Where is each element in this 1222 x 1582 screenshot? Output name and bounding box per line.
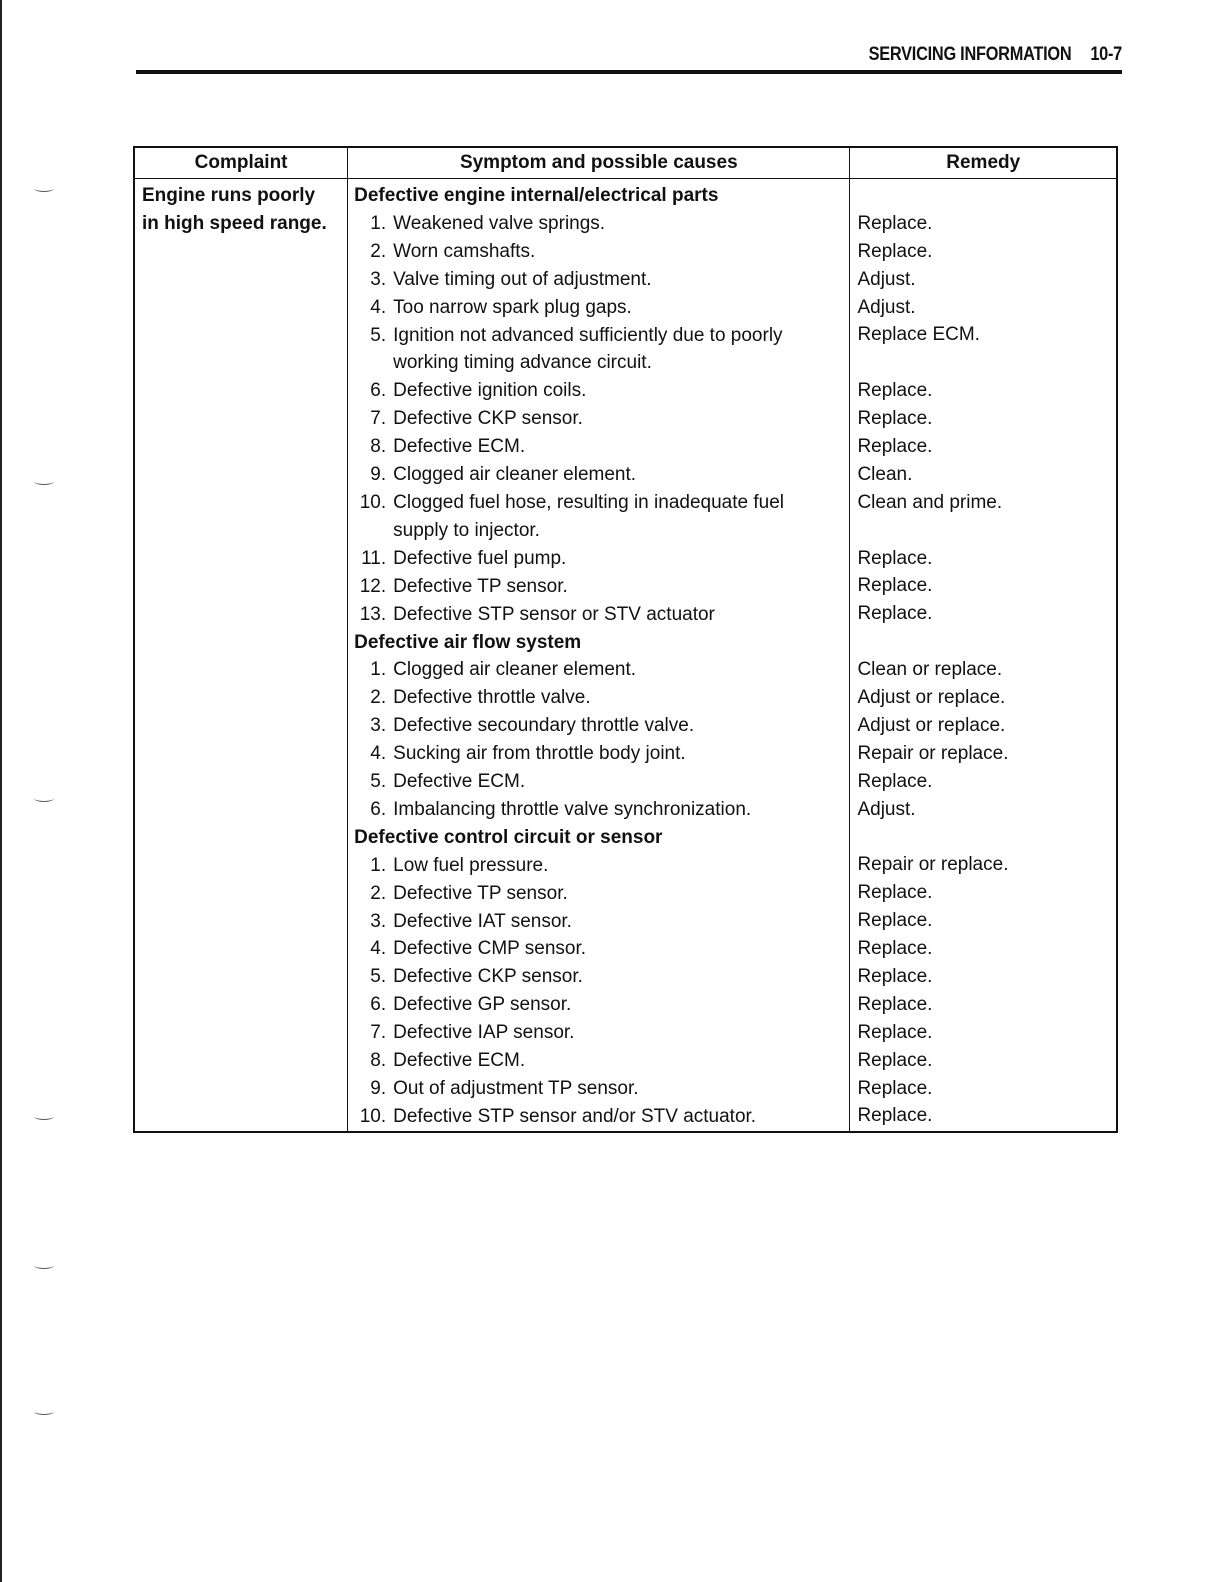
cause-item	[348, 908, 849, 936]
remedy-text: Adjust.	[857, 296, 916, 318]
remedy-text: Clean and prime.	[857, 491, 1003, 513]
cause-text: Defective fuel pump.	[393, 547, 567, 569]
item-number: 6.	[370, 380, 387, 402]
cause-text: Defective TP sensor.	[393, 882, 568, 904]
cause-item	[348, 377, 849, 405]
cause-item	[348, 573, 849, 601]
remedy-text: Replace.	[857, 770, 933, 792]
cause-item	[348, 405, 849, 433]
margin-mark	[34, 795, 54, 802]
cause-text: Defective ECM.	[393, 436, 526, 458]
troubleshooting-table	[133, 146, 1118, 1133]
remedy-text: Replace.	[857, 1049, 933, 1071]
cause-item	[348, 1103, 849, 1131]
cause-text: Defective ECM.	[393, 771, 526, 793]
item-number: 3.	[370, 715, 387, 737]
cause-item	[348, 740, 849, 768]
table-header-row	[134, 147, 1117, 179]
remedy-text: Replace.	[857, 1105, 933, 1127]
cause-text: Ignition not advanced sufficiently due to poorly working timing advance circuit.	[393, 324, 783, 374]
cause-text: Weakened valve springs.	[393, 212, 606, 234]
remedy-text: Replace.	[857, 575, 933, 597]
cause-text: Defective IAT sensor.	[393, 910, 572, 932]
cause-item	[348, 601, 849, 629]
cause-item	[348, 768, 849, 796]
remedy-text: Repair or replace.	[857, 854, 1009, 876]
cause-item	[348, 545, 849, 573]
remedy-text: Replace.	[857, 436, 933, 458]
cause-text: Defective CMP sensor.	[393, 938, 587, 960]
cause-text: Defective ECM.	[393, 1050, 526, 1072]
cause-item	[348, 656, 849, 684]
cause-text: Defective STP sensor and/or STV actuator.	[393, 1105, 757, 1127]
margin-mark	[34, 478, 54, 485]
remedy-text: Repair or replace.	[857, 742, 1009, 764]
cause-item	[348, 1019, 849, 1047]
cause-item	[348, 712, 849, 740]
item-number: 3.	[370, 910, 387, 932]
cause-item	[348, 322, 849, 378]
remedy-text: Replace.	[857, 212, 933, 234]
header-rule	[136, 70, 1122, 74]
item-number: 13.	[359, 603, 387, 625]
remedy-text: Clean.	[857, 463, 913, 485]
item-number: 7.	[370, 1022, 387, 1044]
cause-item	[348, 684, 849, 712]
cause-text: Imbalancing throttle valve synchronization.	[393, 798, 752, 820]
remedy-text: Replace ECM.	[857, 324, 980, 346]
cause-text: Defective TP sensor.	[393, 575, 568, 597]
header-text	[274, 44, 1122, 66]
item-number: 9.	[370, 464, 387, 486]
item-number: 12.	[359, 575, 387, 597]
remedy-spacer	[850, 823, 1116, 851]
item-number: 5.	[370, 966, 387, 988]
cause-item	[348, 852, 849, 880]
cause-text: Defective IAP sensor.	[393, 1022, 575, 1044]
item-number: 10.	[359, 1105, 387, 1127]
margin-mark	[34, 1262, 54, 1269]
remedy-spacer	[850, 517, 1116, 545]
cause-text: Clogged air cleaner element.	[393, 659, 637, 681]
cause-item	[348, 991, 849, 1019]
cause-text: Low fuel pressure.	[393, 854, 549, 876]
cause-item	[348, 796, 849, 824]
item-number: 2.	[370, 687, 387, 709]
section-title: Defective engine internal/electrical parts	[354, 185, 719, 206]
item-number: 6.	[370, 994, 387, 1016]
margin-mark	[34, 1408, 54, 1415]
remedy-text: Replace.	[857, 408, 933, 430]
remedy-text: Replace.	[857, 547, 933, 569]
item-number: 9.	[370, 1078, 387, 1099]
column-header-symptom: Symptom and possible causes	[348, 147, 850, 179]
remedy-text: Adjust.	[857, 268, 916, 290]
item-number: 11.	[361, 547, 387, 569]
item-number: 3.	[370, 268, 387, 290]
section-title: Defective control circuit or sensor	[354, 826, 663, 848]
item-number: 4.	[370, 743, 387, 765]
complaint-line: Engine runs poorly	[142, 185, 316, 206]
cause-item	[348, 963, 849, 991]
item-number: 6.	[370, 798, 387, 820]
complaint-line: in high speed range.	[142, 213, 327, 234]
symptom-cell	[348, 179, 850, 1132]
remedy-text: Clean or replace.	[857, 659, 1003, 681]
remedy-text: Adjust or replace.	[857, 714, 1006, 736]
remedy-spacer	[850, 628, 1116, 656]
remedy-spacer	[850, 182, 1116, 210]
cause-item	[348, 935, 849, 963]
cause-item	[348, 433, 849, 461]
remedy-text: Replace.	[857, 938, 933, 960]
remedy-text: Replace.	[857, 603, 933, 625]
remedy-text: Replace.	[857, 993, 933, 1015]
cause-text: Defective secoundary throttle valve.	[393, 715, 695, 737]
remedy-text: Replace.	[857, 882, 933, 904]
binding-edge	[0, 0, 2, 1582]
header-title: SERVICING INFORMATION	[868, 44, 1072, 65]
item-number: 2.	[370, 240, 387, 262]
remedy-text: Replace.	[857, 1021, 933, 1043]
cause-item	[348, 266, 849, 294]
cause-text: Too narrow spark plug gaps.	[393, 296, 632, 318]
column-header-complaint: Complaint	[134, 147, 348, 179]
item-number: 7.	[370, 408, 387, 430]
complaint-cell	[134, 179, 348, 1132]
remedy-text: Adjust.	[857, 798, 916, 820]
item-number: 2.	[370, 882, 387, 904]
cause-item	[348, 1047, 849, 1075]
section-title: Defective air flow system	[354, 631, 582, 653]
column-header-remedy: Remedy	[850, 147, 1117, 179]
cause-text: Sucking air from throttle body joint.	[393, 743, 686, 765]
item-number: 10.	[359, 491, 387, 513]
item-number: 4.	[370, 938, 387, 960]
remedy-text: Replace.	[857, 910, 933, 932]
table-row	[134, 179, 1117, 1132]
cause-text: Out of adjustment TP sensor.	[393, 1078, 639, 1099]
item-number: 1.	[370, 659, 387, 681]
cause-item	[348, 294, 849, 322]
item-number: 8.	[370, 1050, 387, 1072]
margin-mark	[34, 185, 54, 192]
remedy-text: Replace.	[857, 240, 933, 262]
cause-text: Defective CKP sensor.	[393, 408, 583, 430]
remedy-text: Replace.	[857, 380, 933, 402]
cause-text: Defective STP sensor or STV actuator	[393, 603, 715, 625]
cause-item	[348, 238, 849, 266]
item-number: 1.	[370, 212, 387, 234]
item-number: 4.	[370, 296, 387, 318]
remedy-spacer	[850, 349, 1116, 377]
cause-item	[348, 461, 849, 489]
cause-item	[348, 210, 849, 238]
cause-item	[348, 489, 849, 545]
remedy-text: Replace.	[857, 965, 933, 987]
remedy-cell	[850, 179, 1117, 1132]
cause-text: Clogged fuel hose, resulting in inadequate fuel supply to injector.	[393, 491, 784, 541]
page-number: 10-7	[1090, 44, 1122, 65]
cause-item	[348, 880, 849, 908]
cause-text: Defective throttle valve.	[393, 687, 591, 709]
remedy-text: Replace.	[857, 1077, 933, 1099]
margin-mark	[34, 1113, 54, 1120]
cause-text: Defective ignition coils.	[393, 380, 587, 402]
cause-text: Worn camshafts.	[393, 240, 536, 262]
item-number: 5.	[370, 771, 387, 793]
item-number: 5.	[370, 324, 387, 346]
cause-text: Defective GP sensor.	[393, 994, 572, 1016]
item-number: 1.	[370, 854, 387, 876]
cause-item	[348, 1075, 849, 1103]
cause-text: Valve timing out of adjustment.	[393, 268, 652, 290]
remedy-text: Adjust or replace.	[857, 687, 1006, 709]
page-header	[136, 44, 1122, 66]
item-number: 8.	[370, 436, 387, 458]
cause-text: Clogged air cleaner element.	[393, 464, 637, 486]
cause-text: Defective CKP sensor.	[393, 966, 583, 988]
